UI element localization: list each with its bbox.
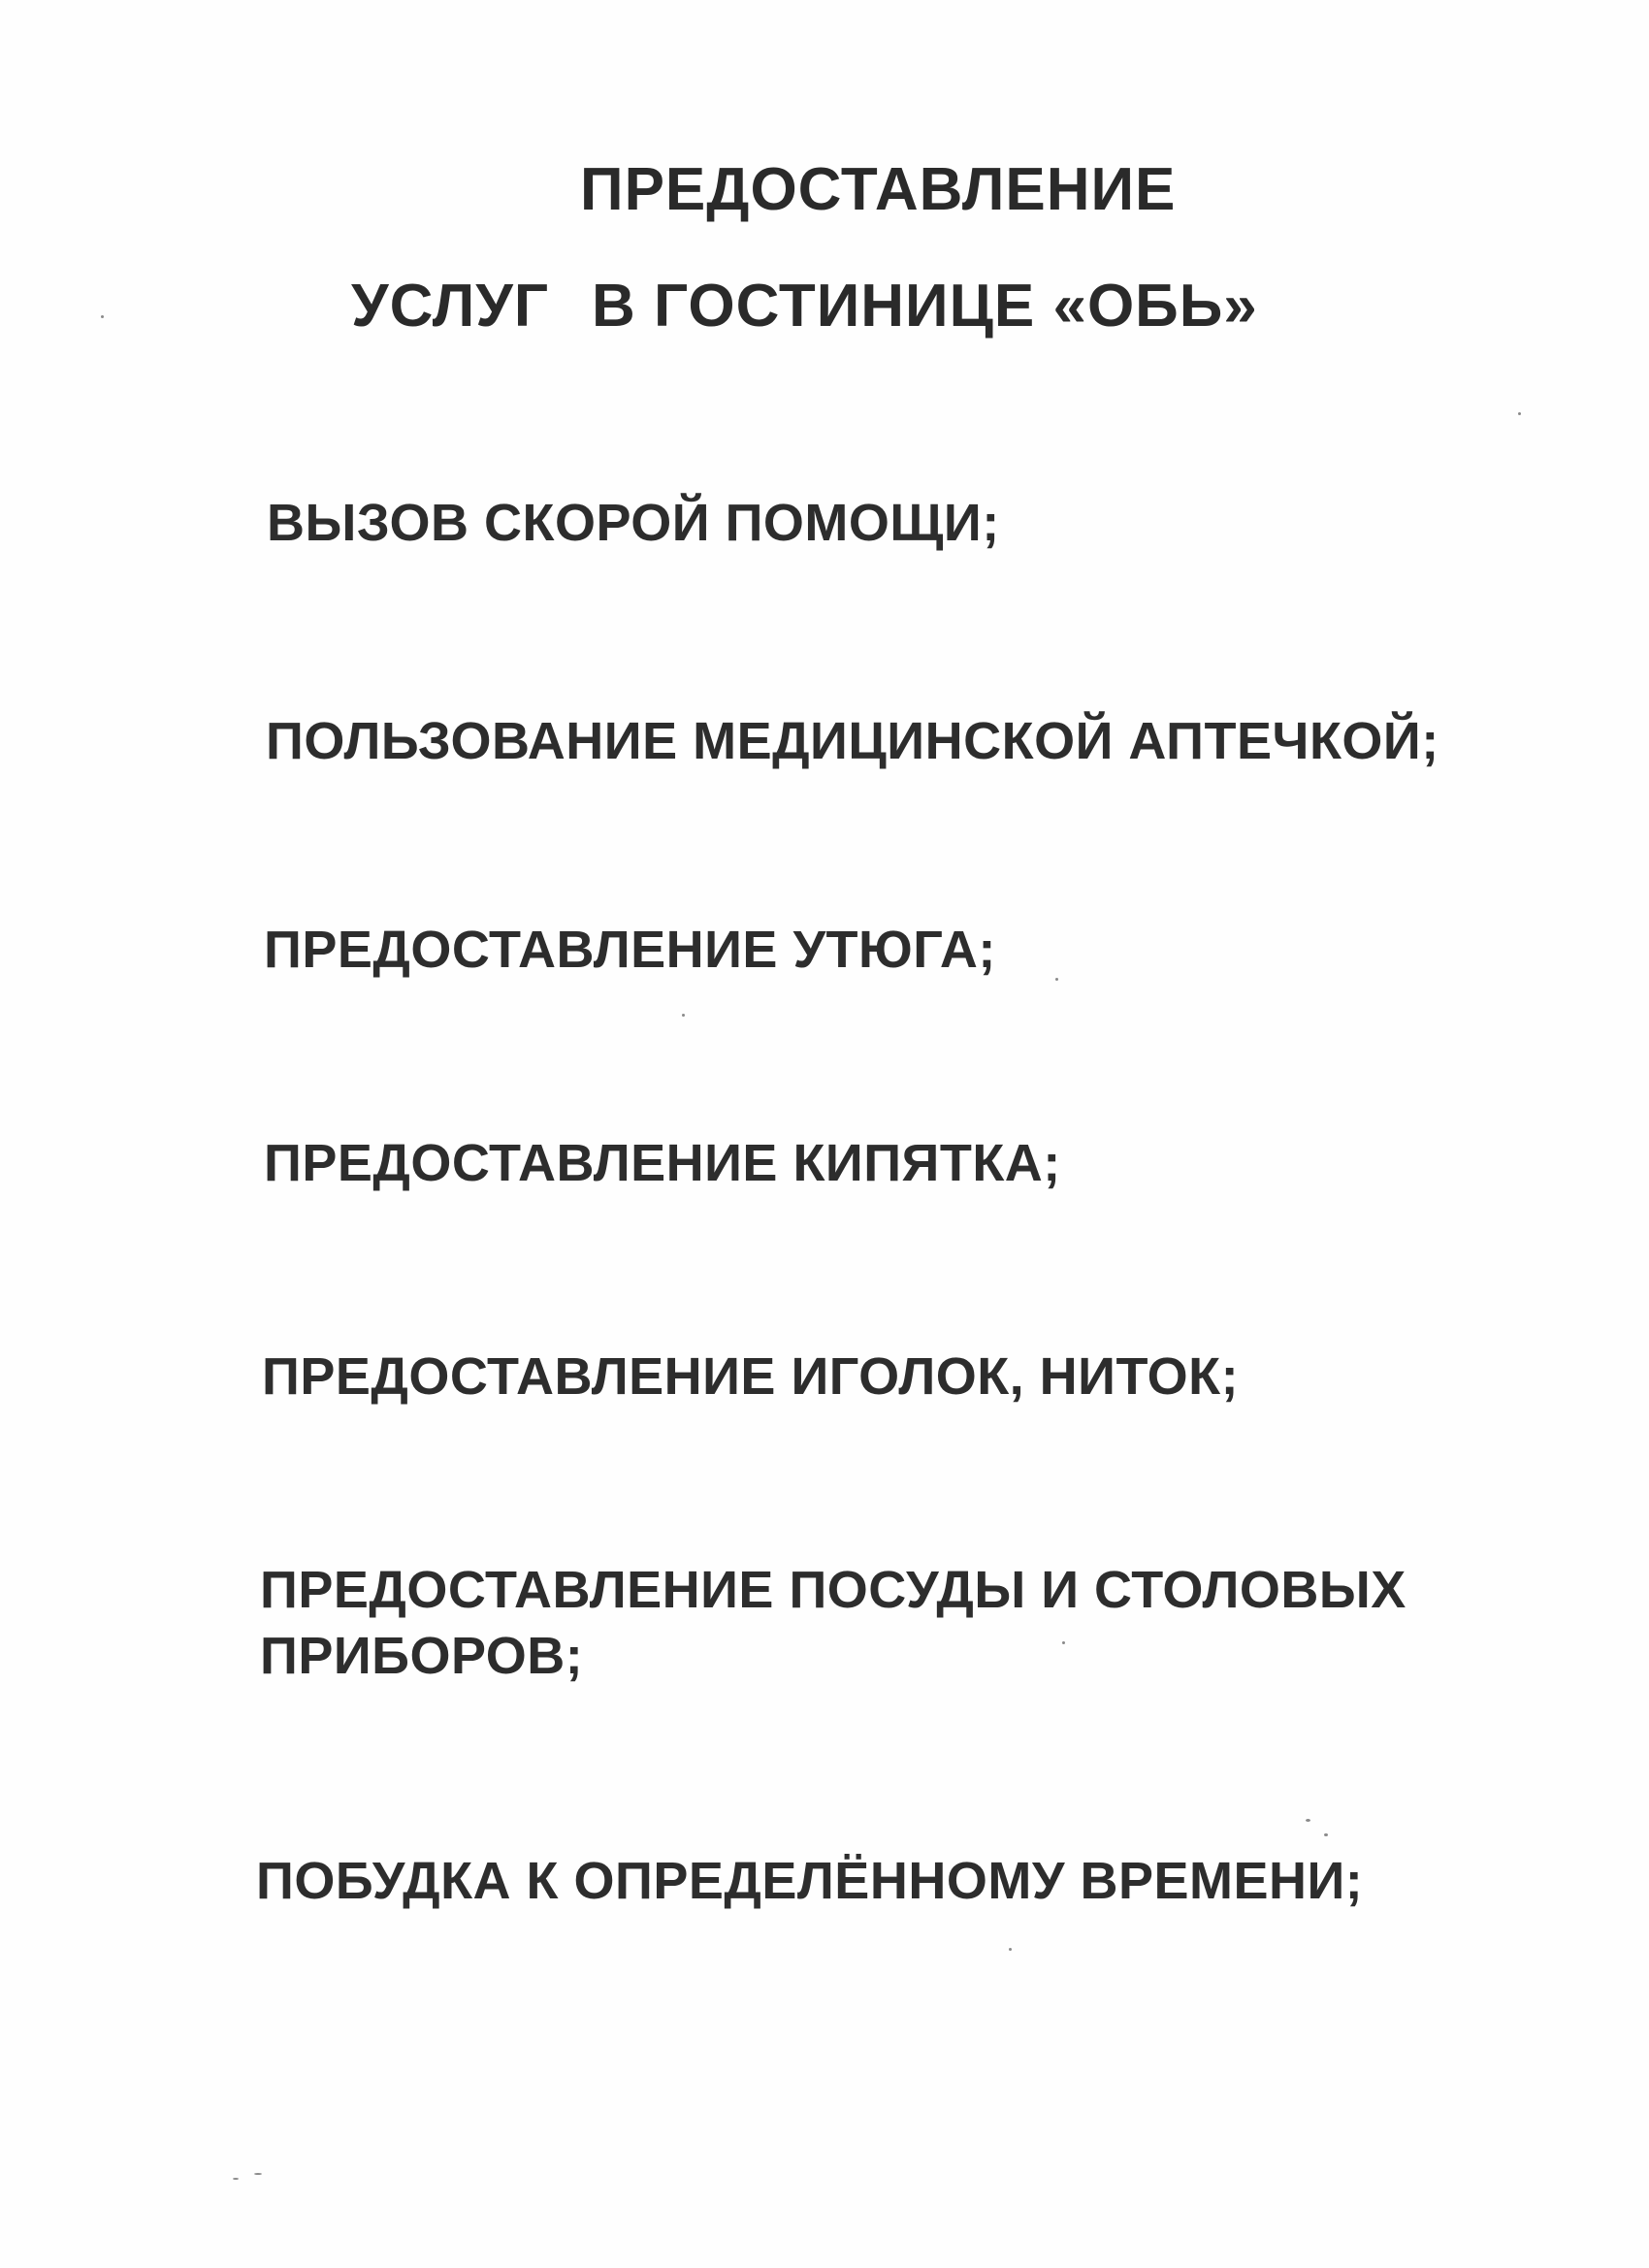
scan-speck <box>1306 1819 1310 1822</box>
service-item-ambulance: ВЫЗОВ СКОРОЙ ПОМОЩИ; <box>267 494 1000 552</box>
scan-speck <box>233 2178 239 2180</box>
service-item-first-aid-kit: ПОЛЬЗОВАНИЕ МЕДИЦИНСКОЙ АПТЕЧКОЙ; <box>266 712 1439 770</box>
scan-speck <box>1324 1833 1328 1836</box>
service-item-dishes-line-2: ПРИБОРОВ; <box>260 1627 584 1686</box>
scan-speck <box>1055 978 1058 981</box>
page-title-line-1: ПРЕДОСТАВЛЕНИЕ <box>580 156 1177 223</box>
scan-speck <box>101 315 104 318</box>
page-title-line-2 <box>351 272 1258 340</box>
scan-speck <box>254 2173 262 2175</box>
service-item-needles-threads: ПРЕДОСТАВЛЕНИЕ ИГОЛОК, НИТОК; <box>262 1347 1240 1406</box>
service-item-boiling-water: ПРЕДОСТАВЛЕНИЕ КИПЯТКА; <box>264 1134 1061 1192</box>
service-item-dishes-cutlery <box>260 1557 1406 1689</box>
page-title-word-services: УСЛУГ <box>351 273 550 340</box>
service-item-iron: ПРЕДОСТАВЛЕНИЕ УТЮГА; <box>264 921 996 979</box>
scan-speck <box>1518 412 1521 415</box>
service-item-wake-up-call: ПОБУДКА К ОПРЕДЕЛЁННОМУ ВРЕМЕНИ; <box>256 1852 1364 1910</box>
page-title-hotel-name: В ГОСТИНИЦЕ «ОБЬ» <box>592 273 1258 340</box>
scan-speck <box>682 1014 685 1017</box>
scan-speck <box>1062 1641 1065 1644</box>
scan-speck <box>1009 1948 1012 1951</box>
service-item-dishes-line-1: ПРЕДОСТАВЛЕНИЕ ПОСУДЫ И СТОЛОВЫХ <box>260 1561 1406 1619</box>
